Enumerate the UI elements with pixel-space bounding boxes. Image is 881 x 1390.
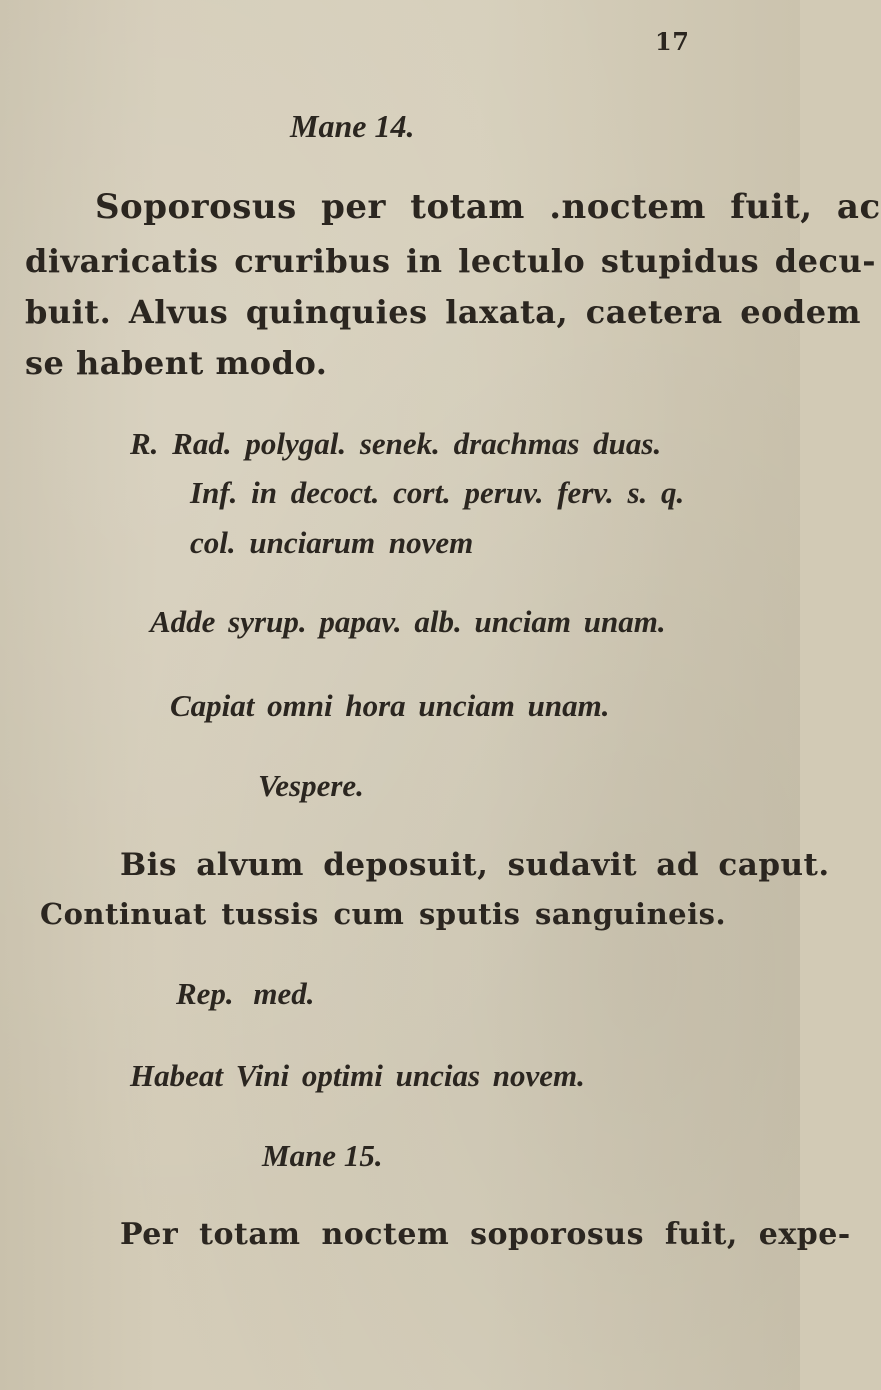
paragraph-1-line-4: se habent modo. — [25, 344, 328, 382]
habeat-line: Habeat Vini optimi uncias novem. — [130, 1058, 585, 1093]
paragraph-2-line-2: Continuat tussis cum sputis sanguineis. — [40, 897, 727, 931]
heading-mane-15: Mane 15. — [262, 1138, 383, 1173]
paragraph-2-line-1: Bis alvum deposuit, sudavit ad caput. — [120, 847, 830, 883]
page-number: 17 — [655, 27, 690, 56]
paragraph-1-line-2: divaricatis cruribus in lectulo stupidus decu- — [25, 242, 877, 280]
heading-vespere: Vespere. — [258, 768, 364, 803]
capiat-line: Capiat omni hora unciam unam. — [170, 688, 610, 723]
recipe-1-line-2: Inf. in decoct. cort. peruv. ferv. s. q. — [190, 475, 685, 510]
rep-med-line: Rep. med. — [176, 976, 315, 1011]
paragraph-1-line-3: buit. Alvus quinquies laxata, caetera eodem — [25, 293, 861, 331]
heading-mane-14: Mane 14. — [290, 108, 415, 144]
paragraph-3-line-1: Per totam noctem soporosus fuit, expe- — [120, 1217, 851, 1252]
recipe-1-line-3: col. unciarum novem — [190, 525, 474, 560]
recipe-1-line-1: R. Rad. polygal. senek. drachmas duas. — [130, 426, 662, 461]
add-syrup-line: Adde syrup. papav. alb. unciam unam. — [150, 604, 666, 639]
paragraph-1-line-1: Soporosus per totam .noctem fuit, ac — [95, 187, 881, 227]
